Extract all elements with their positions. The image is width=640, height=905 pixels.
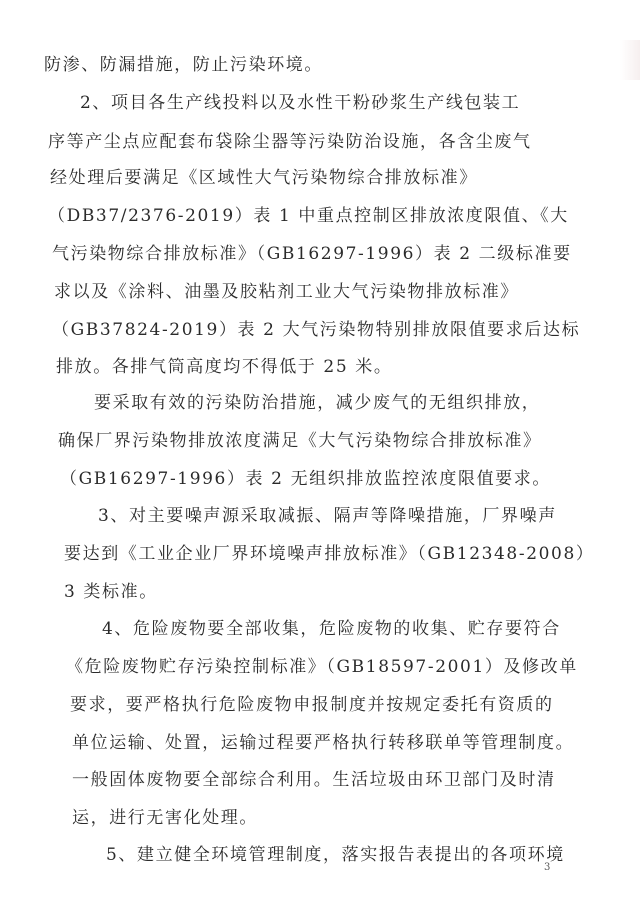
text-line: （GB37824-2019）表 2 大气污染物特别排放限值要求后达标 bbox=[52, 320, 581, 340]
text-line: 防渗、防漏措施，防止污染环境。 bbox=[44, 55, 323, 75]
text-line: 要采取有效的污染防治措施，减少废气的无组织排放， bbox=[94, 393, 541, 413]
text-line: 要达到《工业企业厂界环境噪声排放标准》（GB12348-2008） bbox=[64, 544, 595, 564]
text-line: 求以及《涂料、油墨及胶粘剂工业大气污染物排放标准》 bbox=[54, 282, 519, 302]
text-line: 排放。各排气筒高度均不得低于 25 米。 bbox=[56, 357, 393, 377]
text-line: 单位运输、处置，运输过程要严格执行转移联单等管理制度。 bbox=[72, 733, 575, 753]
scan-shadow bbox=[620, 40, 640, 80]
page-number: 3 bbox=[544, 862, 551, 873]
text-line: 序等产尘点应配套布袋除尘器等污染防治设施，各含尘废气 bbox=[48, 132, 532, 152]
text-line: 经处理后要满足《区域性大气污染物综合排放标准》 bbox=[50, 168, 478, 188]
text-line: 3 类标准。 bbox=[64, 582, 158, 602]
text-line: 要求，要严格执行危险废物申报制度并按规定委托有资质的 bbox=[70, 695, 554, 715]
text-line: （GB16297-1996）表 2 无组织排放监控浓度限值要求。 bbox=[60, 469, 551, 489]
text-line: （DB37/2376-2019）表 1 中重点控制区排放浓度限值、《大 bbox=[48, 206, 569, 226]
text-line: 5、建立健全环境管理制度，落实报告表提出的各项环境 bbox=[106, 845, 565, 865]
text-line: 2、项目各生产线投料以及水性干粉砂浆生产线包装工 bbox=[80, 93, 521, 113]
text-line: 气污染物综合排放标准》（GB16297-1996）表 2 二级标准要 bbox=[52, 244, 572, 264]
text-line: 4、危险废物要全部收集，危险废物的收集、贮存要符合 bbox=[102, 619, 561, 639]
text-line: 3、对主要噪声源采取减振、隔声等降噪措施，厂界噪声 bbox=[98, 506, 557, 526]
text-line: 运，进行无害化处理。 bbox=[72, 808, 258, 828]
text-line: 一般固体废物要全部综合利用。生活垃圾由环卫部门及时清 bbox=[72, 770, 556, 790]
text-line: 确保厂界污染物排放浓度满足《大气污染物综合排放标准》 bbox=[58, 431, 542, 451]
text-line: 《危险废物贮存污染控制标准》（GB18597-2001）及修改单 bbox=[66, 657, 578, 677]
